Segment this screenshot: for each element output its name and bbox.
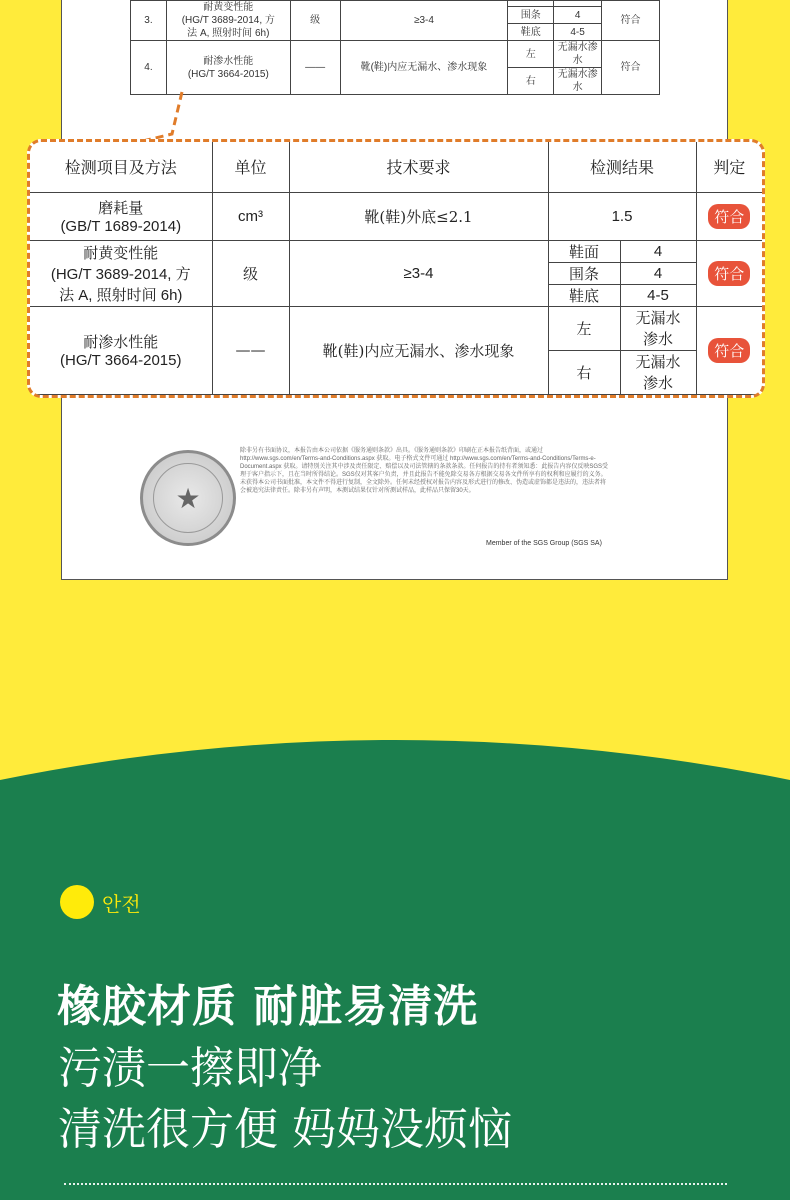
header-result: 检测结果: [548, 142, 696, 192]
unit: 级: [290, 1, 340, 41]
report-table-fragment: 3. 耐黄变性能 (HG/T 3689-2014, 方 法 A, 照射时间 6h) 级 ≥3-4 符合 围条 4 鞋底 4-5 4. 耐渗水性能 (HG/T 3664-2015) —— 靴(鞋)内应无漏水、渗水现象 左 无漏水渗水 符合 右 无漏水渗水: [130, 0, 660, 95]
test-item: 耐渗水性能 (HG/T 3664-2015): [166, 41, 290, 95]
requirement: 靴(鞋)内应无漏水、渗水现象: [340, 41, 508, 95]
sub-side: 右: [548, 350, 620, 394]
verdict-badge: 符合: [708, 204, 750, 229]
result: 1.5: [548, 192, 696, 240]
sub-side: 左: [548, 306, 620, 350]
subline-1: 污渍一擦即净: [58, 1043, 322, 1094]
header-verdict: 判定: [696, 142, 762, 192]
sub-value: 4: [620, 240, 696, 262]
sub-value: 无漏水 渗水: [620, 350, 696, 394]
unit: cm³: [212, 192, 289, 240]
unit: 级: [212, 240, 289, 306]
header-test-item: 检测项目及方法: [30, 142, 212, 192]
verdict-cell: [696, 306, 762, 394]
row-number: 4.: [131, 41, 167, 95]
yellow-dot-icon: [60, 885, 94, 919]
test-item: 耐黄变性能 (HG/T 3689-2014, 方 法 A, 照射时间 6h): [166, 1, 290, 41]
certification-stamp: [140, 450, 236, 546]
headline: 橡胶材质 耐脏易清洗: [57, 981, 479, 1032]
test-item: 耐黄变性能 (HG/T 3689-2014, 方 法 A, 照射时间 6h): [30, 240, 212, 306]
disclaimer-text: 除非另有书面协议，本报告由本公司依据《服务通则条款》出具。《服务通则条款》印刷在正本报告纸背面，或通过 http://www.sgs.com/en/Terms-and-Conditions.aspx 获取。电子格式文件可通过 http://www.sgs.com/en/Terms-and-Conditions/Terms-e-Document.aspx 获取。请特别关注其中涉及责任限定、赔偿以及司法管辖的条款条款。任何报告的持有者须知悉：此报告内容仅反映SGS受理于客户指示下，且在当时所得结论。SGS仅对其客户负责，并且此报告不能免除交易各方根据交易各文件所享有的权利和应履行的义务。未获得本公司书面批准，本文件不得进行复制，全文除外。任何未经授权对报告内容及形式进行的修改、伪造或虚饰都是违法的，违法者将会被追究法律责任。除非另有声明，本测试结果仅针对所测试样品，此样品只保留30天。: [240, 448, 609, 494]
sub-value: 无漏水 渗水: [620, 306, 696, 350]
test-item: 耐渗水性能 (HG/T 3664-2015): [30, 306, 212, 394]
sub-value: 4-5: [620, 284, 696, 306]
zoomed-table-callout: [27, 139, 765, 398]
sub-part: 鞋底: [548, 284, 620, 306]
verdict: 符合: [602, 41, 660, 95]
test-results-table: [30, 142, 762, 395]
sub-value: 4: [620, 262, 696, 284]
verdict-cell: [696, 240, 762, 306]
sub-part: 围条: [548, 262, 620, 284]
requirement: 靴(鞋)外底≤2.1: [289, 192, 548, 240]
unit: ——: [212, 306, 289, 394]
sub-part: 鞋面: [548, 240, 620, 262]
requirement: ≥3-4: [289, 240, 548, 306]
requirement: 靴(鞋)内应无漏水、渗水现象: [289, 306, 548, 394]
requirement: ≥3-4: [340, 1, 508, 41]
member-text: Member of the SGS Group (SGS SA): [486, 540, 602, 547]
verdict-badge: 符合: [708, 338, 750, 363]
unit: ——: [290, 41, 340, 95]
verdict: 符合: [602, 1, 660, 41]
verdict-badge: 符合: [708, 261, 750, 286]
section-tag: [60, 885, 141, 919]
test-item: 磨耗量 (GB/T 1689-2014): [30, 192, 212, 240]
row-number: 3.: [131, 1, 167, 41]
header-requirement: 技术要求: [289, 142, 548, 192]
dotted-divider: [64, 1183, 727, 1185]
section-tag-label: 안전: [102, 891, 141, 916]
verdict-cell: [696, 192, 762, 240]
subline-2: 清洗很方便 妈妈没烦恼: [58, 1104, 512, 1155]
star-icon: ★: [153, 463, 223, 533]
header-unit: 单位: [212, 142, 289, 192]
